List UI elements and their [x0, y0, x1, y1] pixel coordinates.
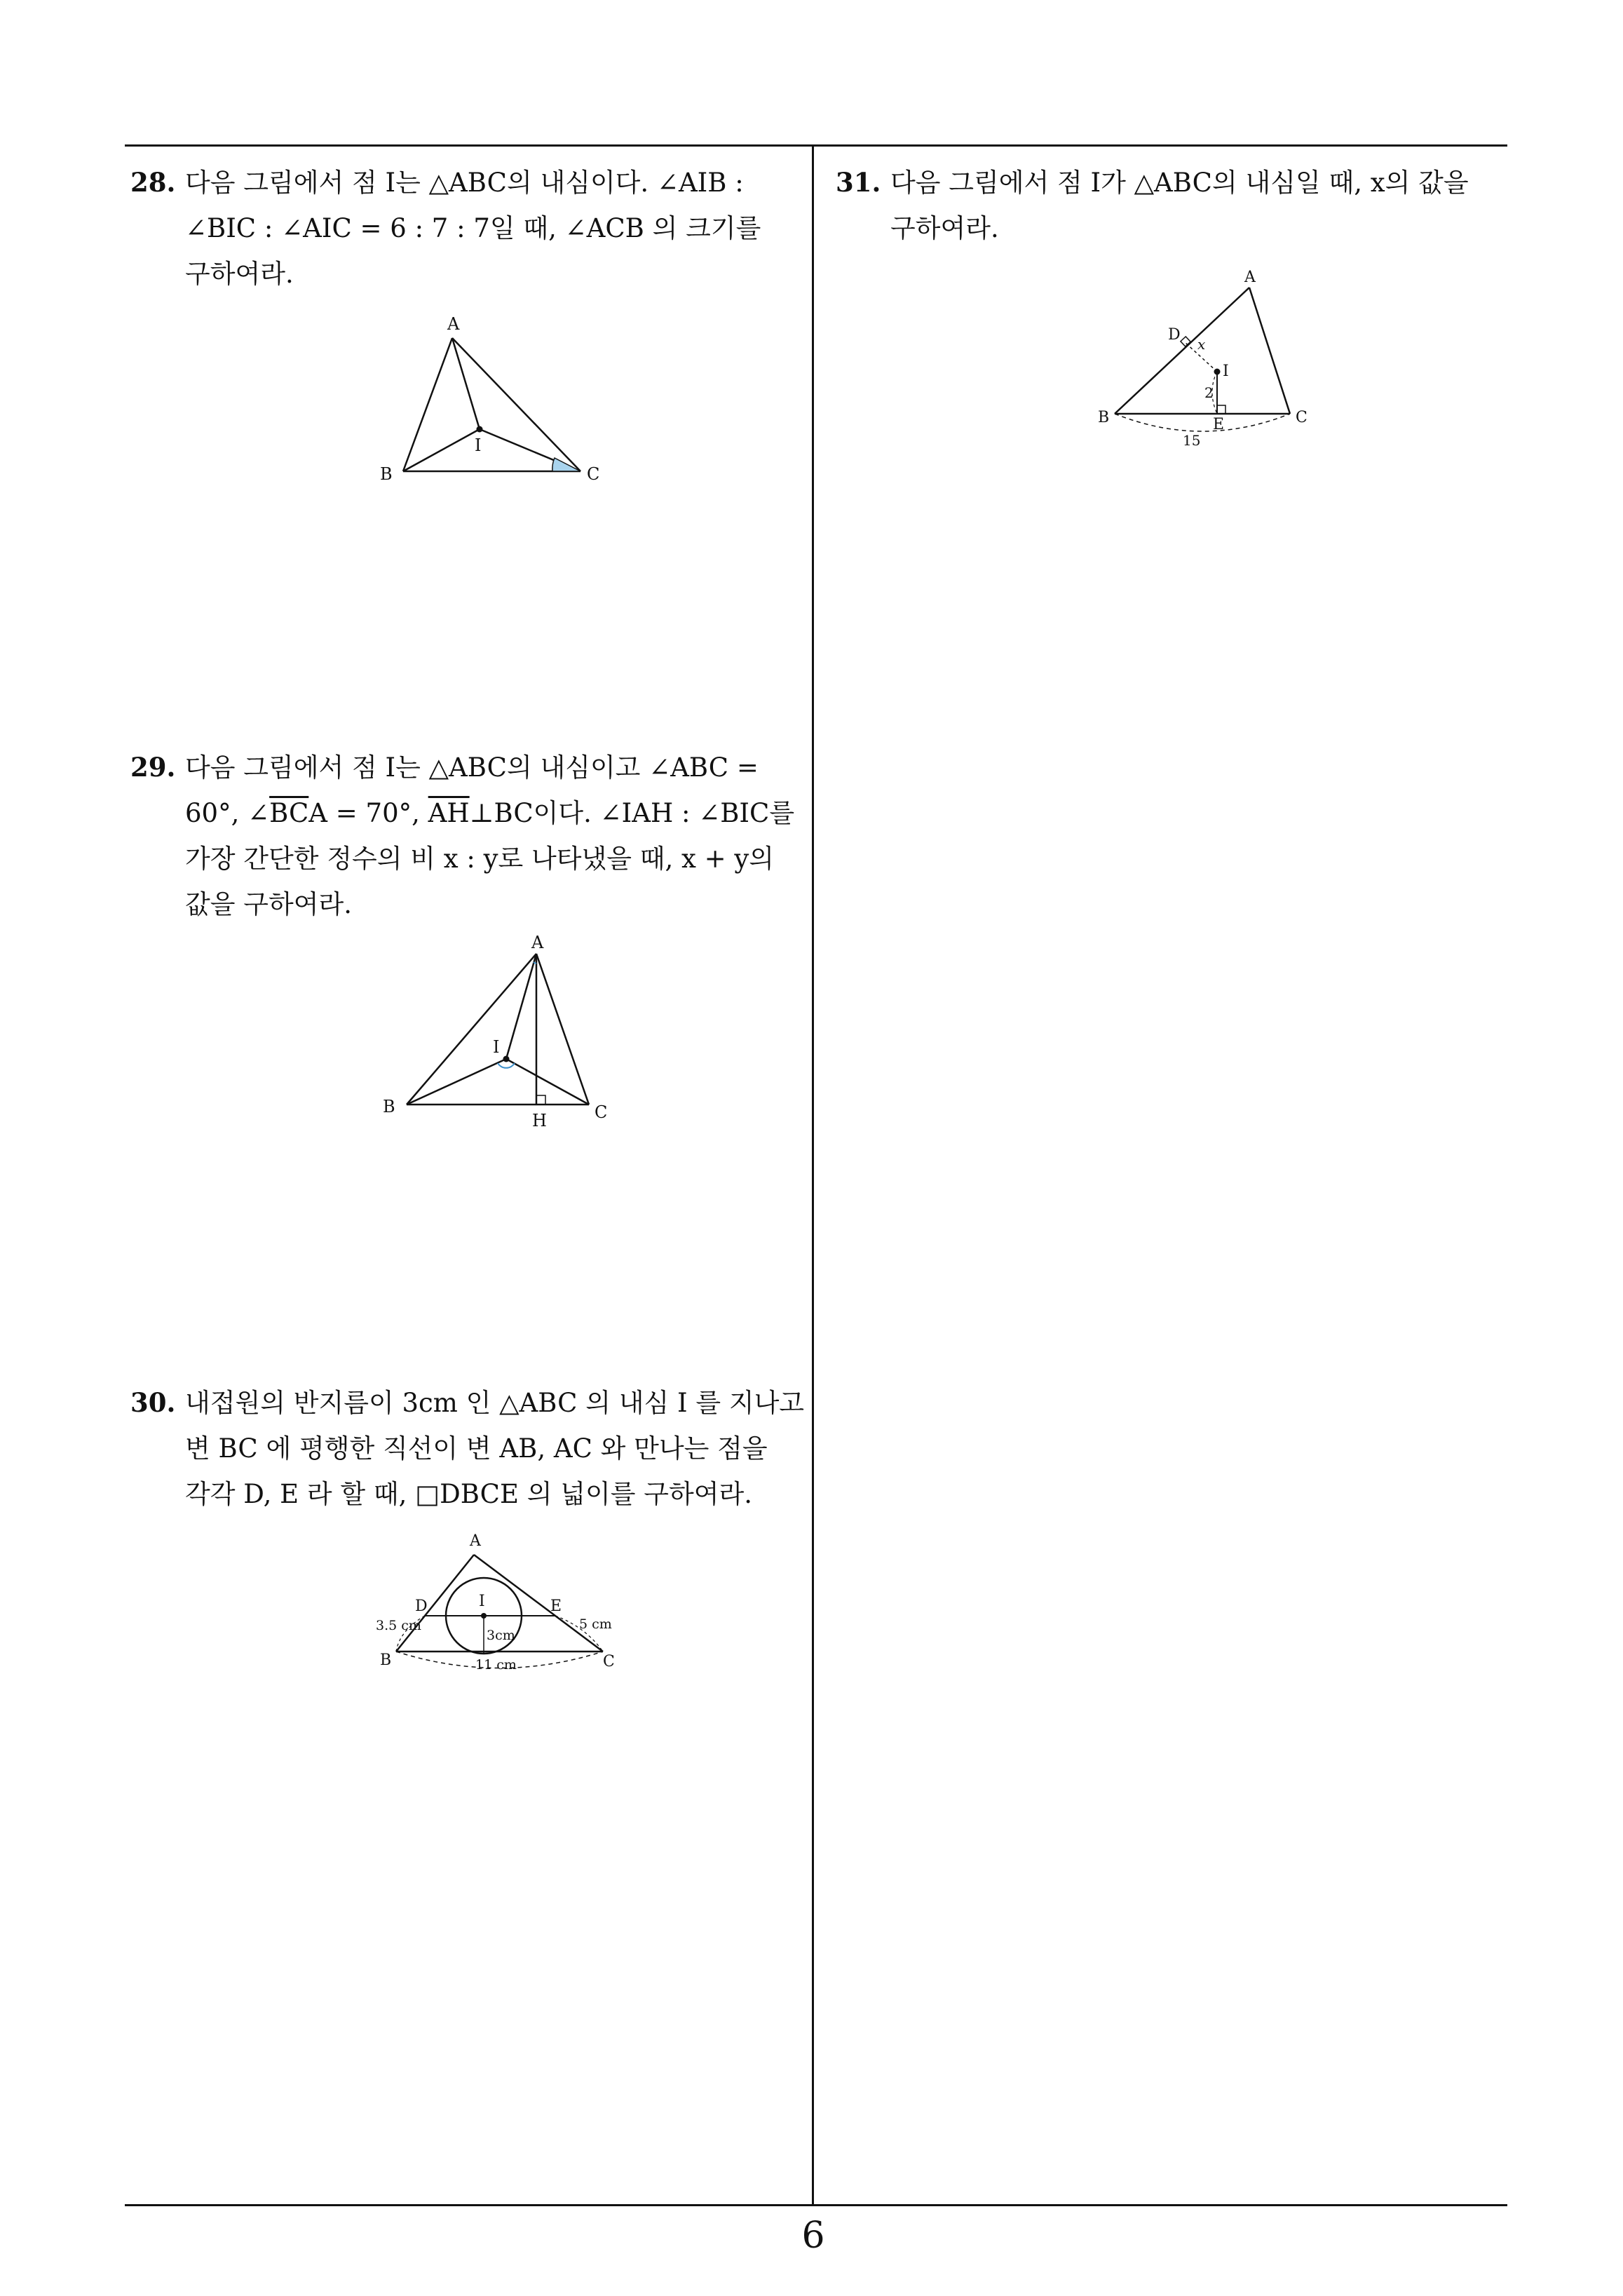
footer-rule: [125, 2204, 1507, 2206]
problem-number: 31.: [836, 167, 881, 198]
column-divider: [812, 144, 814, 2206]
figure-label-a: A: [531, 933, 544, 952]
figure-label-c: C: [595, 1102, 608, 1122]
figure-label-c: C: [1296, 409, 1308, 426]
problem-text: [185, 1380, 803, 1517]
problem-text: [185, 160, 803, 297]
problem-line: 다음 그림에서 점 I는 △ABC의 내심이다. ∠AIB :: [185, 168, 744, 198]
figure-label-e: E: [550, 1598, 562, 1615]
problem-number: 28.: [130, 167, 176, 198]
figure-label-d: D: [415, 1598, 428, 1615]
problem-29: [130, 745, 803, 927]
problem-line: ∠BIC : ∠AIC = 6 : 7 : 7일 때, ∠ACB 의 크기를: [185, 213, 761, 243]
problem-line: 내접원의 반지름이 3cm 인 △ABC 의 내심 I 를 지나고: [185, 1388, 805, 1418]
problem-line: 다음 그림에서 점 I가 △ABC의 내심일 때, x의 값을: [890, 168, 1469, 198]
figure-label-i: I: [1223, 363, 1229, 380]
figure-label-b: B: [1098, 409, 1110, 426]
problem-number: 29.: [130, 752, 176, 783]
figure-label-h: H: [532, 1111, 547, 1130]
figure-label-b: B: [383, 1097, 395, 1116]
header-rule: [125, 144, 1507, 147]
figure-label-b: B: [380, 1652, 392, 1669]
figure-label-a: A: [1244, 269, 1256, 286]
problem-line: 구하여라.: [185, 259, 294, 289]
problem-number: 30.: [130, 1387, 176, 1418]
figure-29: [372, 933, 624, 1146]
problem-line: 구하여라.: [890, 213, 999, 243]
figure-30: [372, 1529, 638, 1700]
problem-text: [185, 745, 803, 927]
figure-label-e: E: [1213, 416, 1225, 433]
page-number: 6: [801, 2215, 825, 2257]
figure-length-bc: 15: [1183, 432, 1201, 449]
problem-31: [836, 160, 1502, 251]
problem-line: 60°, $\angle\overline{BC}A = 70^\circ$, $\overline{AH}\perp BC$이다. ∠IAH : ∠BIC를: [185, 798, 795, 828]
problem-line: 변 BC 에 평행한 직선이 변 AB, AC 와 만나는 점을: [185, 1433, 768, 1464]
figure-label-b: B: [380, 464, 393, 484]
figure-label-i: I: [479, 1593, 485, 1610]
figure-label-d: D: [1168, 326, 1181, 344]
problem-30: [130, 1380, 803, 1517]
figure-label-a: A: [447, 314, 460, 334]
figure-length-bc: 11 cm: [475, 1657, 517, 1673]
figure-28: [372, 309, 624, 494]
problem-text: [890, 160, 1502, 251]
figure-label-c: C: [603, 1653, 615, 1670]
figure-31: [1094, 266, 1332, 459]
problem-line: 다음 그림에서 점 I는 △ABC의 내심이고 ∠ABC =: [185, 752, 759, 783]
figure-label-c: C: [587, 464, 600, 484]
figure-length-ec: 5 cm: [579, 1616, 612, 1632]
problem-28: [130, 160, 803, 297]
figure-length-ie: 2: [1204, 384, 1214, 401]
figure-label-i: I: [475, 435, 482, 455]
figure-label-i: I: [493, 1037, 500, 1057]
figure-length-db: 3.5 cm: [376, 1618, 421, 1633]
problem-line: 값을 구하여라.: [185, 889, 352, 919]
figure-label-a: A: [470, 1532, 481, 1550]
problem-line: 가장 간단한 정수의 비 x : y로 나타냈을 때, x + y의: [185, 844, 775, 874]
figure-label-x: x: [1197, 336, 1206, 353]
problem-line: 각각 D, E 라 할 때, □DBCE 의 넓이를 구하여라.: [185, 1479, 752, 1509]
figure-radius: 3cm: [487, 1628, 515, 1643]
